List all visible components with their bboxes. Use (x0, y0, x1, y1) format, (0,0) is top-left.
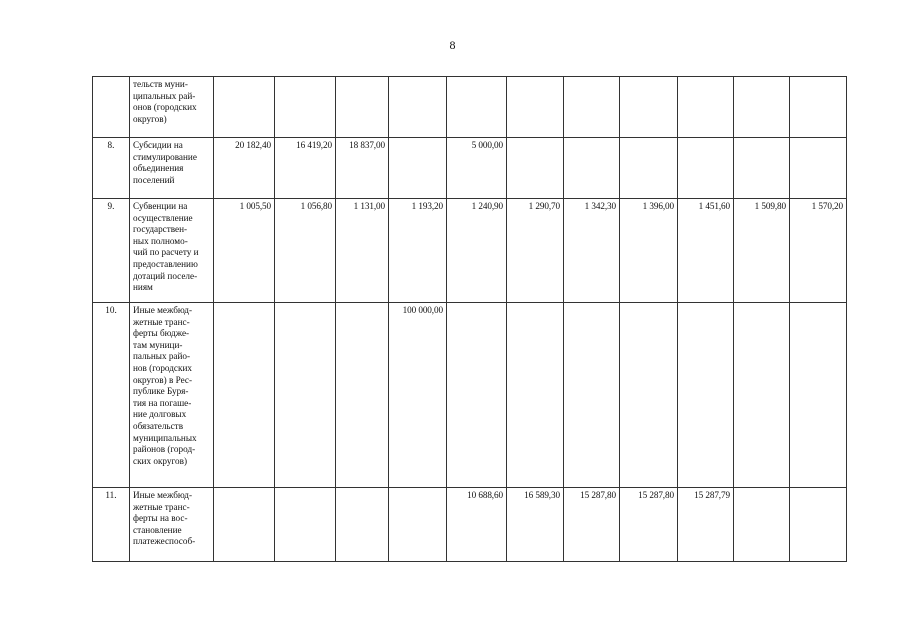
value-cell (678, 303, 734, 488)
value-cell: 15 287,80 (620, 488, 678, 562)
row-name-cell (130, 199, 214, 303)
value-cell (734, 138, 790, 199)
value-cell (790, 138, 847, 199)
value-cell: 1 342,30 (564, 199, 620, 303)
value-cell (447, 77, 507, 138)
value-cell: 1 570,20 (790, 199, 847, 303)
value-cell (678, 138, 734, 199)
row-name-cell (130, 303, 214, 488)
row-name-text: тельств муни- ципальных рай- онов (городских округов) (133, 79, 197, 124)
value-cell (734, 77, 790, 138)
row-name-cell (130, 77, 214, 138)
row-name-text: Субсидии на стимулирование объединения поселений (133, 140, 197, 185)
value-cell (564, 138, 620, 199)
value-cell: 1 005,50 (214, 199, 275, 303)
budget-table (92, 76, 847, 562)
value-cell (214, 488, 275, 562)
value-cell (620, 138, 678, 199)
row-number-cell: 10. (93, 303, 130, 488)
table-row (93, 77, 847, 138)
value-cell: 100 000,00 (389, 303, 447, 488)
value-cell: 15 287,80 (564, 488, 620, 562)
value-cell (790, 303, 847, 488)
row-number-cell (93, 77, 130, 138)
value-cell: 16 589,30 (507, 488, 564, 562)
value-cell (564, 77, 620, 138)
value-cell: 1 193,20 (389, 199, 447, 303)
value-cell (447, 303, 507, 488)
table-row (93, 488, 847, 562)
row-number-cell: 8. (93, 138, 130, 199)
row-name-cell (130, 488, 214, 562)
row-number-cell: 11. (93, 488, 130, 562)
page-number: 8 (449, 38, 456, 52)
value-cell: 15 287,79 (678, 488, 734, 562)
table-row (93, 303, 847, 488)
row-number-cell: 9. (93, 199, 130, 303)
table-body (93, 77, 847, 562)
value-cell (275, 77, 336, 138)
value-cell (564, 303, 620, 488)
row-name-text: Субвенции на осуществление государствен- ных полномо- чий по расчету и предоставлению дотаций поселе- ниям (133, 201, 199, 293)
value-cell: 1 290,70 (507, 199, 564, 303)
table-row (93, 199, 847, 303)
value-cell (275, 303, 336, 488)
value-cell (620, 77, 678, 138)
value-cell: 1 240,90 (447, 199, 507, 303)
table-row (93, 138, 847, 199)
value-cell (214, 77, 275, 138)
value-cell: 20 182,40 (214, 138, 275, 199)
value-cell (507, 138, 564, 199)
value-cell (734, 303, 790, 488)
value-cell (389, 138, 447, 199)
row-name-cell (130, 138, 214, 199)
value-cell (389, 77, 447, 138)
value-cell: 5 000,00 (447, 138, 507, 199)
value-cell (336, 77, 389, 138)
value-cell (336, 488, 389, 562)
value-cell (214, 303, 275, 488)
value-cell (790, 488, 847, 562)
value-cell (275, 488, 336, 562)
value-cell (790, 77, 847, 138)
value-cell: 1 509,80 (734, 199, 790, 303)
value-cell: 1 451,60 (678, 199, 734, 303)
value-cell: 1 131,00 (336, 199, 389, 303)
value-cell (507, 77, 564, 138)
value-cell: 16 419,20 (275, 138, 336, 199)
row-name-text: Иные межбюд- жетные транс- ферты бюдже- там муници- пальных райо- нов (городских округов) в Рес- публике Буря- тия на погаше- ние долговых обязательств муниципальных районов (город- ских округов) (133, 305, 197, 466)
value-cell (389, 488, 447, 562)
row-name-text: Иные межбюд- жетные транс- ферты на вос- становление платежеспособ- (133, 490, 196, 547)
value-cell (734, 488, 790, 562)
value-cell: 1 396,00 (620, 199, 678, 303)
value-cell: 18 837,00 (336, 138, 389, 199)
value-cell: 10 688,60 (447, 488, 507, 562)
value-cell: 1 056,80 (275, 199, 336, 303)
value-cell (507, 303, 564, 488)
value-cell (678, 77, 734, 138)
value-cell (620, 303, 678, 488)
value-cell (336, 303, 389, 488)
